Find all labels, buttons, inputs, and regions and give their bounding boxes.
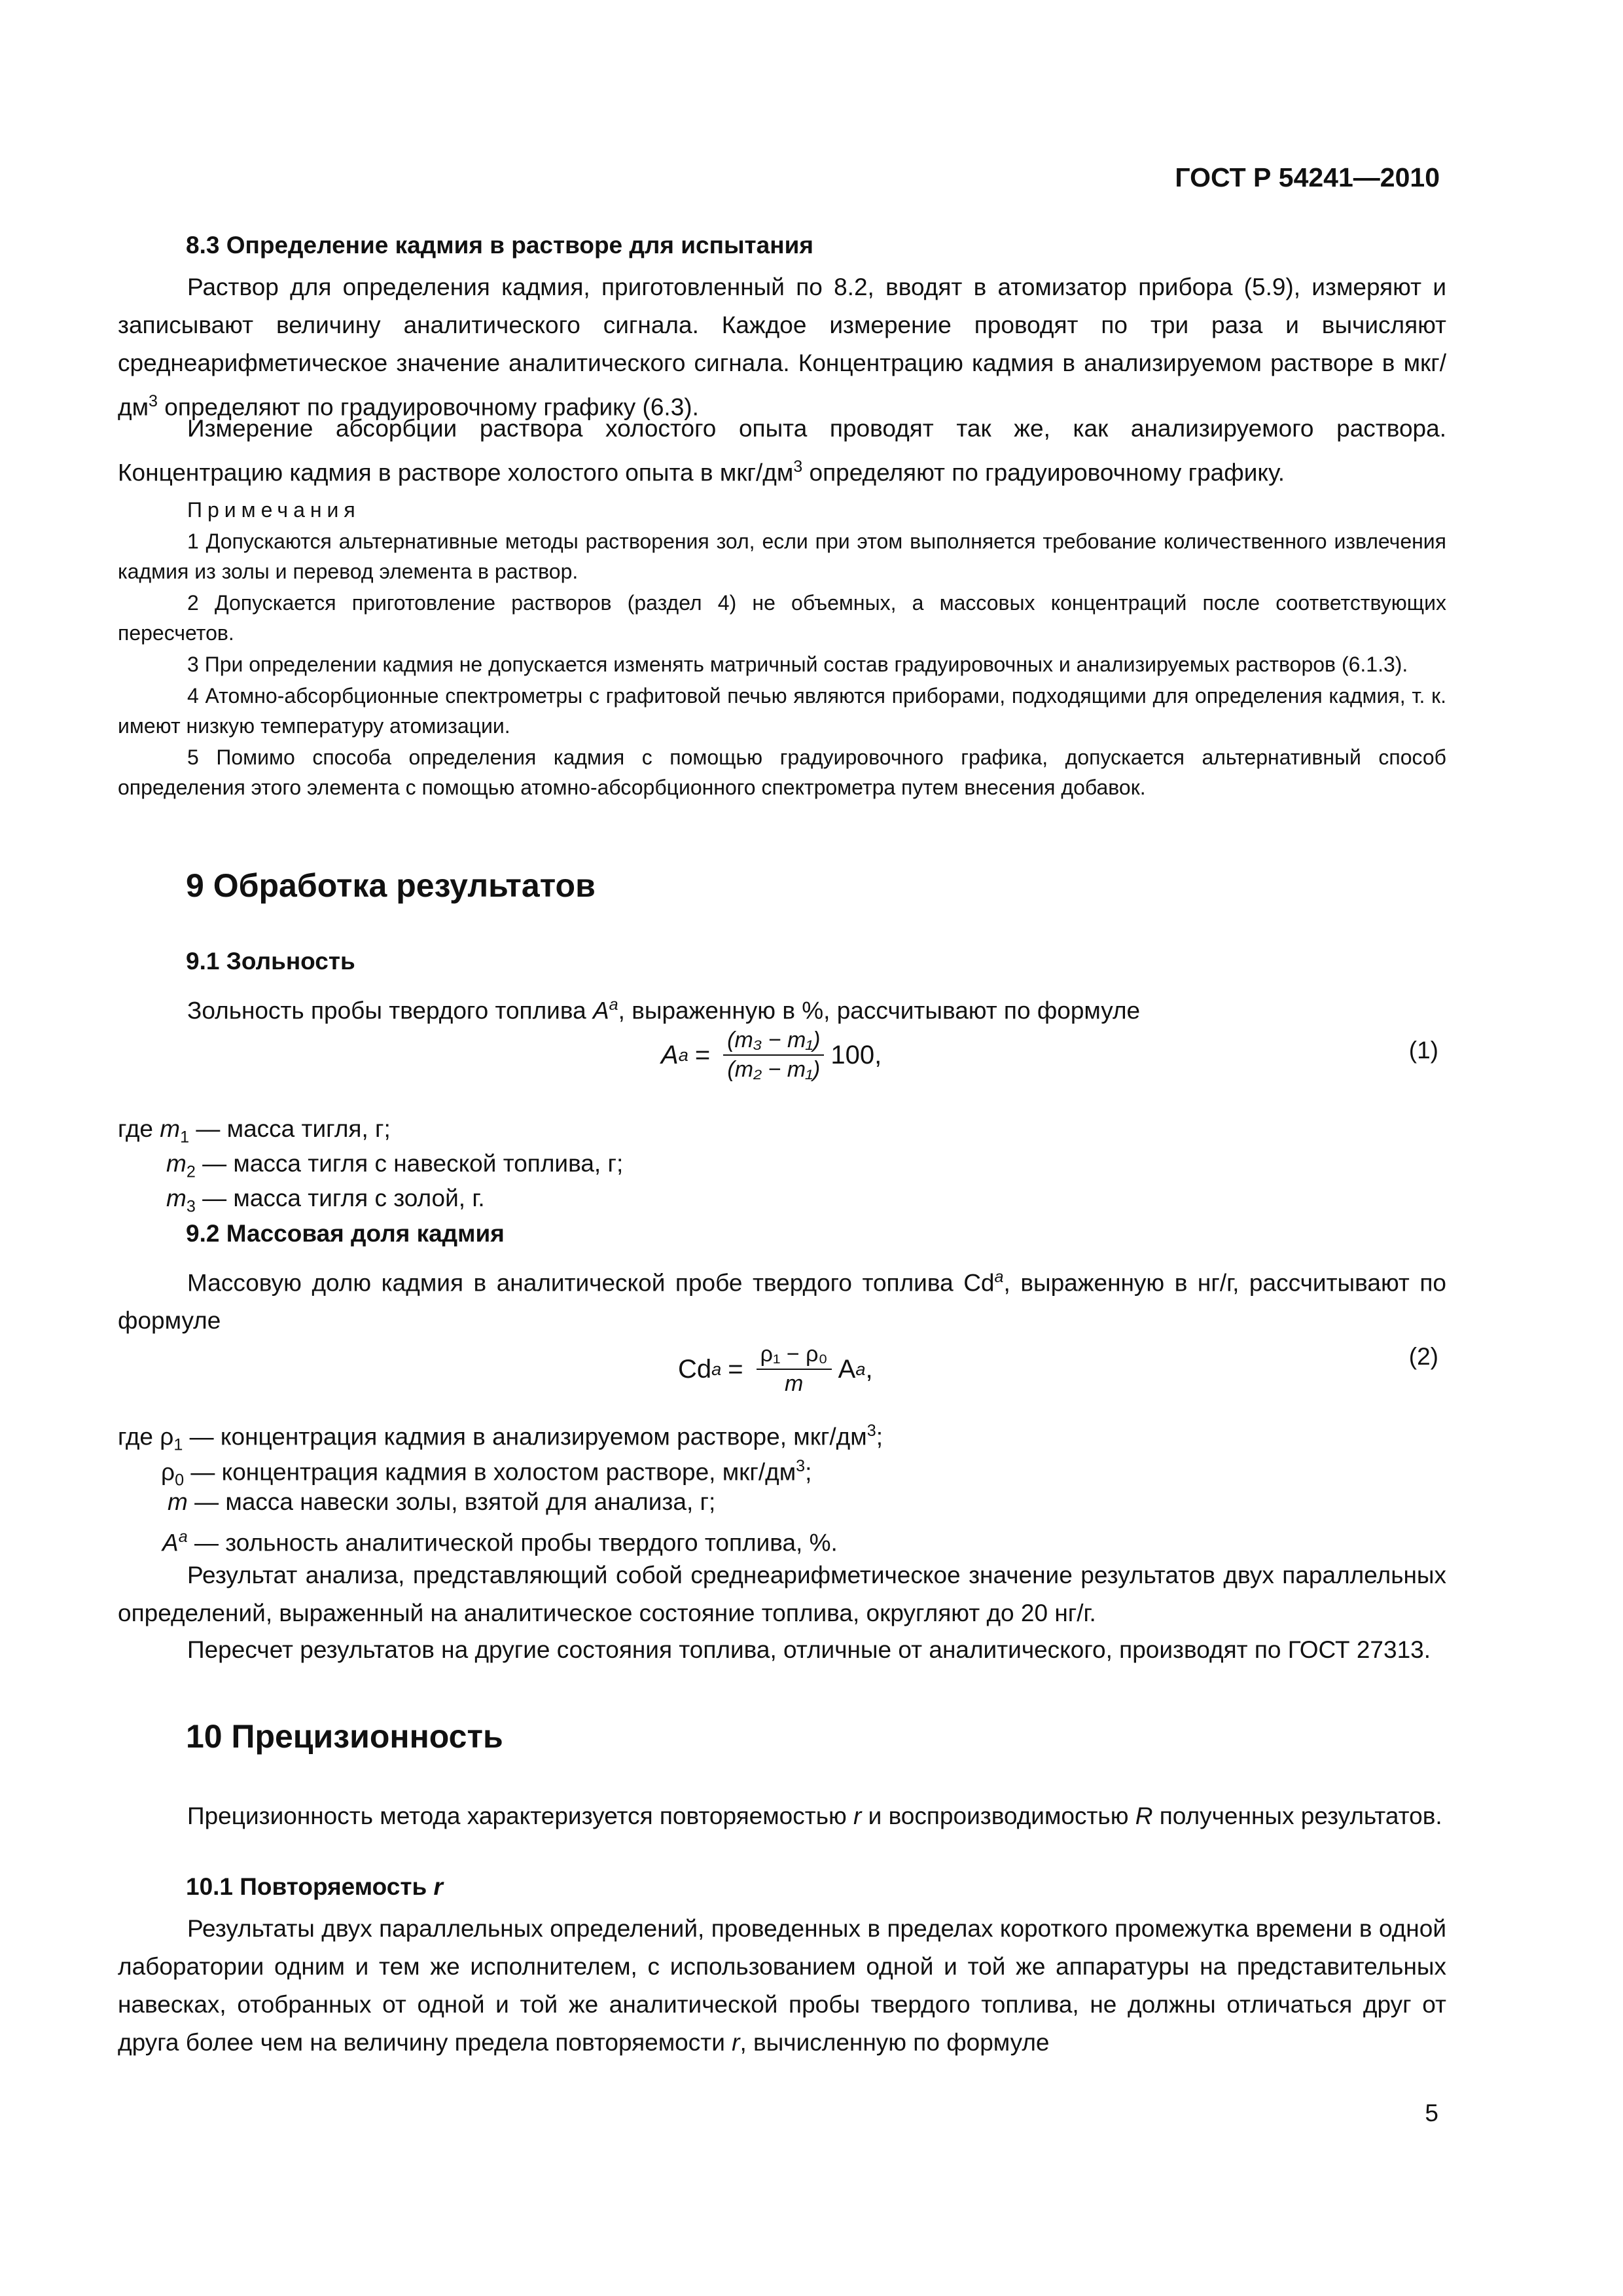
where-subscript: 3: [186, 1197, 196, 1216]
note-item: 4 Атомно-абсорбционные спектрометры с графитовой печью являются приборами, подходящими для определения кадмия, т. к. имеют низкую температуру атомизации.: [118, 684, 1446, 738]
paragraph-text: Раствор для определения кадмия, приготовленный по 8.2, вводят в атомизатор прибора (5.9), измеряют и записывают величину аналитического сигнала. Каждое измерение проводят по три раза и вычисляют среднеарифметическое значение аналитического сигнала. Концентрацию кадмия в анализируемом растворе в мкг/дм: [118, 274, 1446, 421]
where-subscript: 1: [173, 1435, 183, 1454]
where-item: [168, 1483, 715, 1520]
paragraph-text: полученных результатов.: [1152, 1803, 1442, 1829]
note-item: 3 При определении кадмия не допускается изменять матричный состав градуировочных и анализируемых растворов (6.1.3).: [187, 653, 1408, 676]
section-9-1-intro: [118, 986, 1446, 1030]
formula-1-number: (1): [1408, 1037, 1438, 1064]
formula-1: [661, 1028, 882, 1083]
where-end: ;: [805, 1458, 812, 1486]
fraction-numerator: (m₃ − m₁): [723, 1028, 824, 1056]
section-9-heading: 9 Обработка результатов: [186, 867, 596, 904]
section-9-2-paragraph-2: Пересчет результатов на другие состояния топлива, отличные от аналитического, производят по ГОСТ 27313.: [187, 1636, 1431, 1663]
paragraph-text: Зольность пробы твердого топлива: [187, 997, 593, 1024]
superscript: a: [994, 1268, 1004, 1286]
section-9-2-heading: 9.2 Массовая доля кадмия: [186, 1220, 505, 1247]
page-number: 5: [1425, 2100, 1438, 2126]
paragraph-text: Результаты двух параллельных определений, проведенных в пределах короткого промежутка времени в одной лаборатории одним и тем же исполнителем, с использованием одной и той же аппаратуры на представительных навесках, отобранных от одной и той же аналитической пробы твердого топлива, не должны отличаться друг от друга более чем на величину предела повторяемости: [118, 1915, 1446, 2056]
formula-lhs: Cd: [678, 1354, 712, 1384]
section-9-2-paragraph-1: Результат анализа, представляющий собой среднеарифметическое значение результатов двух параллельных определений, выраженный на аналитическое состояние топлива, округляют до 20 нг/г.: [118, 1562, 1446, 1626]
note-item: 1 Допускаются альтернативные методы растворения зол, если при этом выполняется требование количественного извлечения кадмия из золы и перевод элемента в раствор.: [118, 529, 1446, 583]
superscript: 3: [793, 457, 803, 476]
section-9-2-intro: [118, 1258, 1446, 1340]
where-symbol: ρ: [160, 1423, 174, 1450]
symbol-r: r: [433, 1873, 443, 1900]
where-text: — зольность аналитической пробы твердого топлива, %.: [187, 1529, 838, 1556]
paragraph-text: , вычисленную по формуле: [740, 2029, 1050, 2056]
where-symbol: A: [162, 1529, 179, 1556]
note-item: 2 Допускается приготовление растворов (раздел 4) не объемных, а массовых концентраций после соответствующих пересчетов.: [118, 591, 1446, 645]
superscript: 3: [149, 392, 158, 410]
where-lead: где: [118, 1423, 160, 1450]
heading-text: 10.1 Повторяемость: [186, 1873, 434, 1900]
where-text: — масса тигля с золой, г.: [195, 1185, 485, 1211]
superscript: a: [609, 996, 618, 1014]
where-item: [162, 1518, 838, 1561]
equals-sign: =: [728, 1354, 743, 1384]
where-text: — концентрация кадмия в холостом растворе, мкг/дм: [184, 1458, 796, 1486]
symbol-r: r: [853, 1803, 862, 1829]
formula-multiplier: A: [838, 1354, 856, 1384]
section-10-paragraph: [118, 1797, 1446, 1835]
paragraph-text: , выраженную в нг/г, рассчитывают по формуле: [118, 1269, 1446, 1335]
formula-multiplier: 100,: [830, 1040, 882, 1069]
paragraph-text: определяют по градуировочному графику.: [802, 459, 1285, 486]
fraction: [757, 1342, 832, 1397]
where-text: — масса тигля с навеской топлива, г;: [195, 1150, 624, 1177]
fraction-numerator: ρ₁ − ρ₀: [757, 1342, 832, 1370]
where-text: — масса тигля, г;: [189, 1115, 391, 1142]
paragraph-text: Прецизионность метода характеризуется повторяемостью: [187, 1803, 854, 1829]
where-symbol: ρ: [161, 1458, 175, 1486]
formula-2-number: (2): [1408, 1343, 1438, 1370]
paragraph-text: определяют по градуировочному графику (6.3).: [158, 393, 699, 421]
section-10-1-heading: [186, 1873, 443, 1901]
superscript: 3: [796, 1457, 806, 1475]
formula-tail: ,: [865, 1354, 873, 1384]
where-item: [166, 1179, 485, 1225]
where-superscript: a: [178, 1528, 188, 1546]
symbol-R: R: [1135, 1803, 1153, 1829]
formula-lhs: A: [661, 1040, 679, 1069]
where-symbol: m: [166, 1150, 187, 1177]
formula-2: [678, 1342, 873, 1397]
section-9-1-heading: 9.1 Зольность: [186, 948, 355, 975]
symbol-r: r: [732, 2029, 740, 2056]
section-8-3-heading: 8.3 Определение кадмия в растворе для испытания: [186, 232, 813, 259]
where-end: ;: [876, 1423, 883, 1450]
equals-sign: =: [694, 1040, 711, 1069]
formula-lhs-sup: a: [711, 1359, 722, 1379]
where-subscript: 2: [186, 1162, 196, 1181]
note-item: 5 Помимо способа определения кадмия с помощью градуировочного графика, допускается альтернативный способ определения этого элемента с помощью атомно-абсорбционного спектрометра путем внесения добавок.: [118, 745, 1446, 799]
notes-block: [118, 495, 1446, 804]
fraction: [723, 1028, 824, 1083]
notes-title: Примечания: [187, 498, 361, 522]
ash-symbol: A: [592, 997, 609, 1024]
where-text: — масса навески золы, взятой для анализа, г;: [187, 1488, 716, 1515]
paragraph-text: и воспроизводимостью: [861, 1803, 1135, 1829]
where-lead: где: [118, 1115, 160, 1142]
where-symbol: m: [168, 1488, 188, 1515]
section-8-3-paragraph-1: [118, 268, 1446, 426]
where-text: — концентрация кадмия в анализируемом растворе, мкг/дм: [183, 1423, 867, 1450]
standard-number: ГОСТ Р 54241—2010: [1175, 162, 1440, 192]
paragraph-text: Измерение абсорбции раствора холостого опыта проводят так же, как анализируемого раствора. Концентрацию кадмия в растворе холостого опыта в мкг/дм: [118, 415, 1446, 486]
fraction-denominator: (m₂ − m₁): [727, 1057, 821, 1082]
paragraph-text: Массовую долю кадмия в аналитической пробе твердого топлива Cd: [187, 1269, 995, 1297]
section-10-1-paragraph: [118, 1910, 1446, 2062]
section-8-3-paragraph-2: [118, 410, 1446, 492]
where-symbol: m: [166, 1185, 187, 1211]
section-10-heading: 10 Прецизионность: [186, 1718, 503, 1755]
fraction-denominator: m: [784, 1371, 804, 1396]
where-symbol: m: [160, 1115, 181, 1142]
superscript: 3: [866, 1422, 876, 1440]
paragraph-text: , выраженную в %, рассчитывают по формуле: [618, 997, 1141, 1024]
formula-lhs-sup: a: [678, 1045, 688, 1065]
where-subscript: 1: [180, 1128, 190, 1147]
where-subscript: 0: [175, 1471, 185, 1490]
formula-multiplier-sup: a: [855, 1359, 866, 1379]
